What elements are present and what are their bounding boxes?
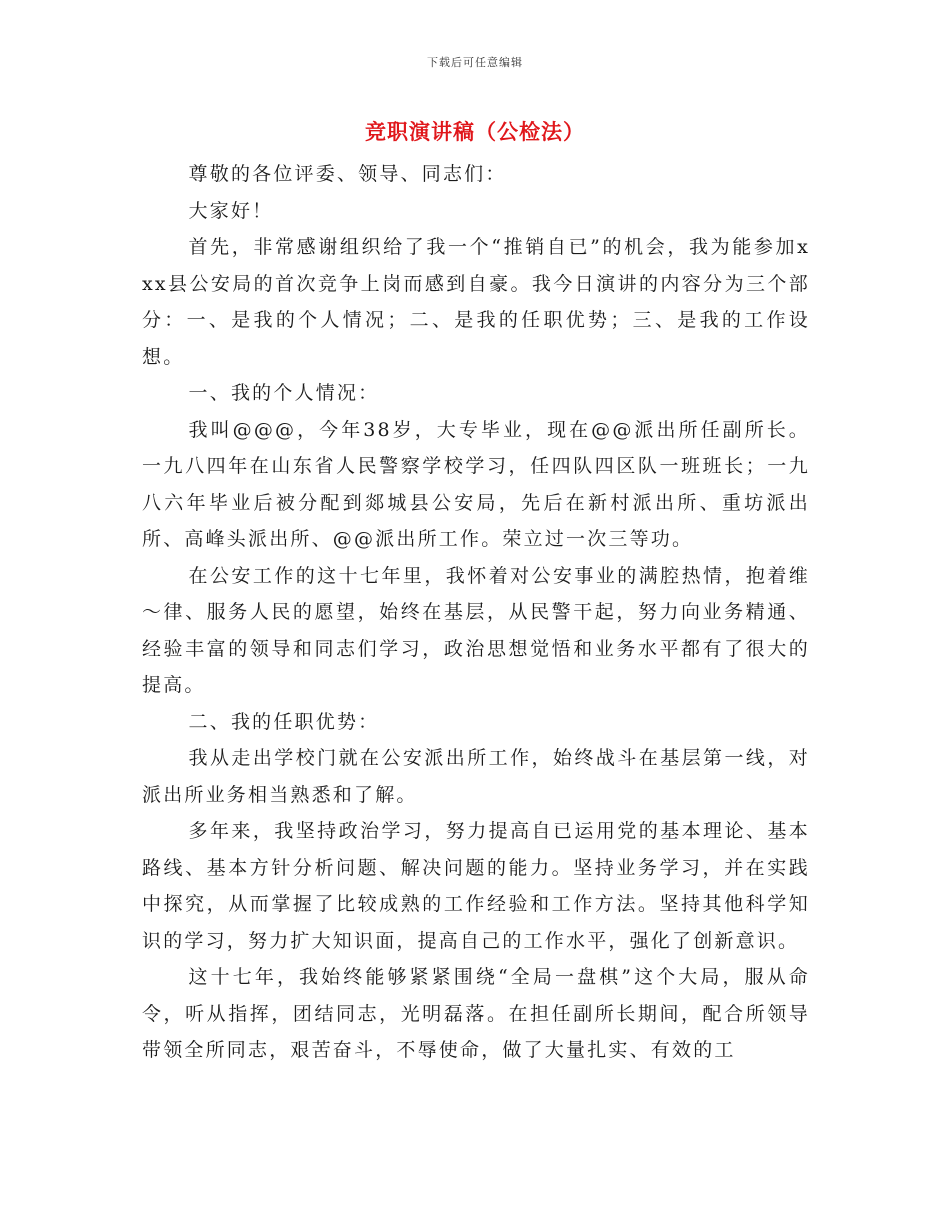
document-title: 竞职演讲稿（公检法） bbox=[365, 119, 585, 144]
paragraph-advantage-teamwork: 这十七年，我始终能够紧紧围绕“全局一盘棋”这个大局，服从命令，听从指挥，团结同志，光明磊落。在担任副所长期间，配合所领导带领全所同志，艰苦奋斗，不辱使命，做了大量扎实、有效的工 bbox=[142, 966, 810, 1061]
section-heading-personal: 一、我的个人情况： bbox=[188, 382, 380, 404]
paragraph-work-experience: 在公安工作的这十七年里，我怀着对公安事业的满腔热情，抱着维～律、服务人民的愿望，始终在基层，从民警干起，努力向业务精通、经验丰富的领导和同志们学习，政治思想觉悟和业务水平都有了很大的提高。 bbox=[142, 564, 810, 696]
paragraph-personal-info: 我叫@@@，今年38岁，大专毕业，现在@@派出所任副所长。一九八四年在山东省人民警察学校学习，任四队四区队一班班长；一九八六年毕业后被分配到郯城县公安局，先后在新村派出所、重坊派出所、高峰头派出所、@@派出所工作。荣立过一次三等功。 bbox=[142, 418, 810, 550]
paragraph-introduction: 首先，非常感谢组织给了我一个“推销自已”的机会，我为能参加xxx县公安局的首次竞争上岗而感到自豪。我今日演讲的内容分为三个部分：一、是我的个人情况；二、是我的任职优势；三、是我的工作设想。 bbox=[142, 236, 810, 368]
section-heading-advantages: 二、我的任职优势： bbox=[188, 710, 380, 733]
paragraph-advantage-study: 多年来，我坚持政治学习，努力提高自已运用党的基本理论、基本路线、基本方针分析问题、解决问题的能力。坚持业务学习，并在实践中探究，从而掌握了比较成熟的工作经验和工作方法。坚持其他科学知识的学习，努力扩大知识面，提高自己的工作水平，强化了创新意识。 bbox=[142, 820, 810, 952]
document-body bbox=[142, 156, 810, 1069]
paragraph-salutation: 尊敬的各位评委、领导、同志们： bbox=[188, 163, 507, 185]
paragraph-greeting: 大家好！ bbox=[188, 199, 274, 222]
page-header-note: 下载后可任意编辑 bbox=[427, 56, 523, 69]
paragraph-advantage-basework: 我从走出学校门就在公安派出所工作，始终战斗在基层第一线，对派出所业务相当熟悉和了解。 bbox=[142, 747, 810, 806]
